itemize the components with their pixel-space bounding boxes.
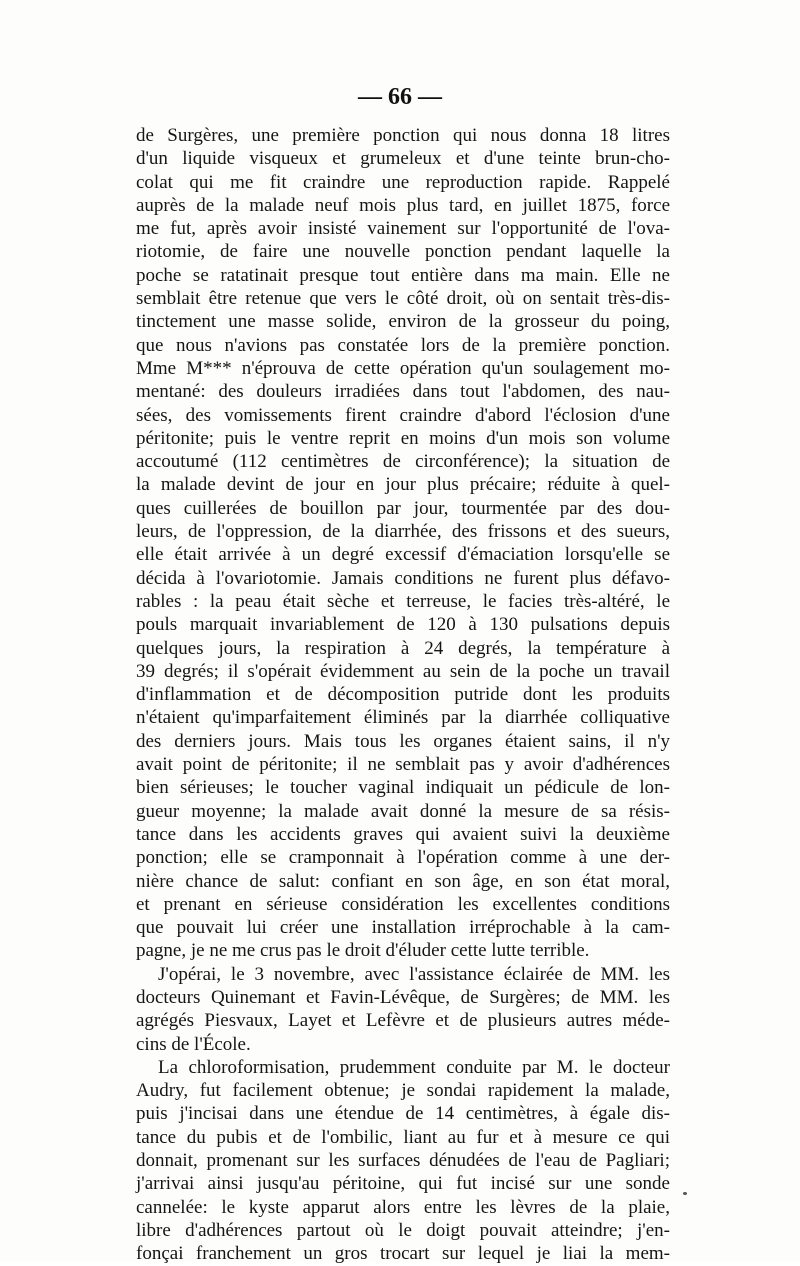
text-line: Audry, fut facilement obtenue; je sondai rapidement la malade, bbox=[136, 1080, 670, 1102]
text-line: colat qui me fit craindre une reproduction rapide. Rappelé bbox=[136, 171, 670, 193]
text-line: cins de l'École. bbox=[136, 1033, 251, 1055]
text-line: elle était arrivée à un degré excessif d'émaciation lorsqu'elle se bbox=[136, 544, 670, 566]
text-line: péritonite; puis le ventre reprit en moins d'un mois son volume bbox=[136, 427, 670, 449]
text-line: avait point de péritonite; il ne semblait pas y avoir d'adhérences bbox=[136, 754, 670, 776]
text-line: J'opérai, le 3 novembre, avec l'assistance éclairée de MM. les bbox=[158, 963, 670, 985]
text-line: que pouvait lui créer une installation irréprochable à la cam- bbox=[136, 917, 670, 939]
text-line: me fut, après avoir insisté vainement sur l'opportunité de l'ova- bbox=[136, 218, 670, 240]
text-line: Mme M*** n'éprouva de cette opération qu'un soulagement mo- bbox=[136, 357, 670, 379]
text-line: ques cuillerées de bouillon par jour, tourmentée par des dou- bbox=[136, 497, 670, 519]
text-line: tance dans les accidents graves qui avaient suivi la deuxième bbox=[136, 823, 670, 845]
text-line: rables : la peau était sèche et terreuse, le facies très-altéré, le bbox=[136, 590, 670, 612]
text-line: puis j'incisai dans une étendue de 14 centimètres, à égale dis- bbox=[136, 1103, 670, 1125]
text-line: libre d'adhérences partout où le doigt pouvait atteindre; j'en- bbox=[136, 1219, 670, 1241]
text-line: leurs, de l'oppression, de la diarrhée, des frissons et des sueurs, bbox=[136, 521, 670, 543]
text-line: pagne, je ne me crus pas le droit d'éluder cette lutte terrible. bbox=[136, 940, 590, 962]
text-line: j'arrivai ainsi jusqu'au péritoine, qui fut incisé sur une sonde bbox=[136, 1173, 670, 1195]
text-line: n'étaient qu'imparfaitement éliminés par la diarrhée colliquative bbox=[136, 707, 670, 729]
body-text bbox=[136, 124, 670, 1266]
text-line: quelques jours, la respiration à 24 degrés, la température à bbox=[136, 637, 670, 659]
text-line: agrégés Piesvaux, Layet et Lefèvre et de plusieurs autres méde- bbox=[136, 1010, 670, 1032]
text-line: que nous n'avions pas constatée lors de la première ponction. bbox=[136, 334, 670, 356]
text-line: La chloroformisation, prudemment conduite par M. le docteur bbox=[158, 1056, 670, 1078]
text-line: semblait être retenue que vers le côté droit, où on sentait très-dis- bbox=[136, 288, 670, 310]
text-line: fonçai franchement un gros trocart sur lequel je liai la mem- bbox=[136, 1243, 670, 1265]
text-line: tinctement une masse solide, environ de la grosseur du poing, bbox=[136, 311, 670, 333]
page-number: — 66 — bbox=[358, 84, 442, 110]
text-line: riotomie, de faire une nouvelle ponction pendant laquelle la bbox=[136, 241, 670, 263]
text-line: d'inflammation et de décomposition putride dont les produits bbox=[136, 684, 670, 706]
text-line: la malade devint de jour en jour plus précaire; réduite à quel- bbox=[136, 474, 670, 496]
text-line: sées, des vomissements firent craindre d'abord l'éclosion d'une bbox=[136, 404, 670, 426]
text-line: ponction; elle se cramponnait à l'opération comme à une der- bbox=[136, 847, 670, 869]
text-line: poche se ratatinait presque tout entière dans ma main. Elle ne bbox=[136, 264, 670, 286]
text-line: gueur moyenne; la malade avait donné la mesure de sa résis- bbox=[136, 800, 670, 822]
text-line: de Surgères, une première ponction qui nous donna 18 litres bbox=[136, 125, 670, 146]
ink-speck bbox=[683, 1192, 687, 1195]
text-line: mentané: des douleurs irradiées dans tout l'abdomen, des nau- bbox=[136, 381, 670, 403]
text-line: auprès de la malade neuf mois plus tard, en juillet 1875, force bbox=[136, 194, 670, 216]
text-line: cannelée: le kyste apparut alors entre les lèvres de la plaie, bbox=[136, 1196, 670, 1218]
text-line: 39 degrés; il s'opérait évidemment au sein de la poche un travail bbox=[136, 660, 670, 682]
text-line: accoutumé (112 centimètres de circonférence); la situation de bbox=[136, 451, 670, 473]
text-line: docteurs Quinemant et Favin-Lévêque, de Surgères; de MM. les bbox=[136, 986, 670, 1008]
text-line: d'un liquide visqueux et grumeleux et d'une teinte brun-cho- bbox=[136, 148, 670, 170]
text-line: des derniers jours. Mais tous les organes étaient sains, il n'y bbox=[136, 730, 670, 752]
text-line: tance du pubis et de l'ombilic, liant au fur et à mesure ce qui bbox=[136, 1126, 670, 1148]
text-line: bien sérieuses; le toucher vaginal indiquait un pédicule de lon- bbox=[136, 777, 670, 799]
text-line: donnait, promenant sur les surfaces dénudées de l'eau de Pagliari; bbox=[136, 1150, 670, 1172]
text-line: nière chance de salut: confiant en son âge, en son état moral, bbox=[136, 870, 670, 892]
text-line: pouls marquait invariablement de 120 à 130 pulsations depuis bbox=[136, 614, 670, 636]
text-line: décida à l'ovariotomie. Jamais conditions ne furent plus défavo- bbox=[136, 567, 670, 589]
text-line: et prenant en sérieuse considération les excellentes conditions bbox=[136, 893, 670, 915]
